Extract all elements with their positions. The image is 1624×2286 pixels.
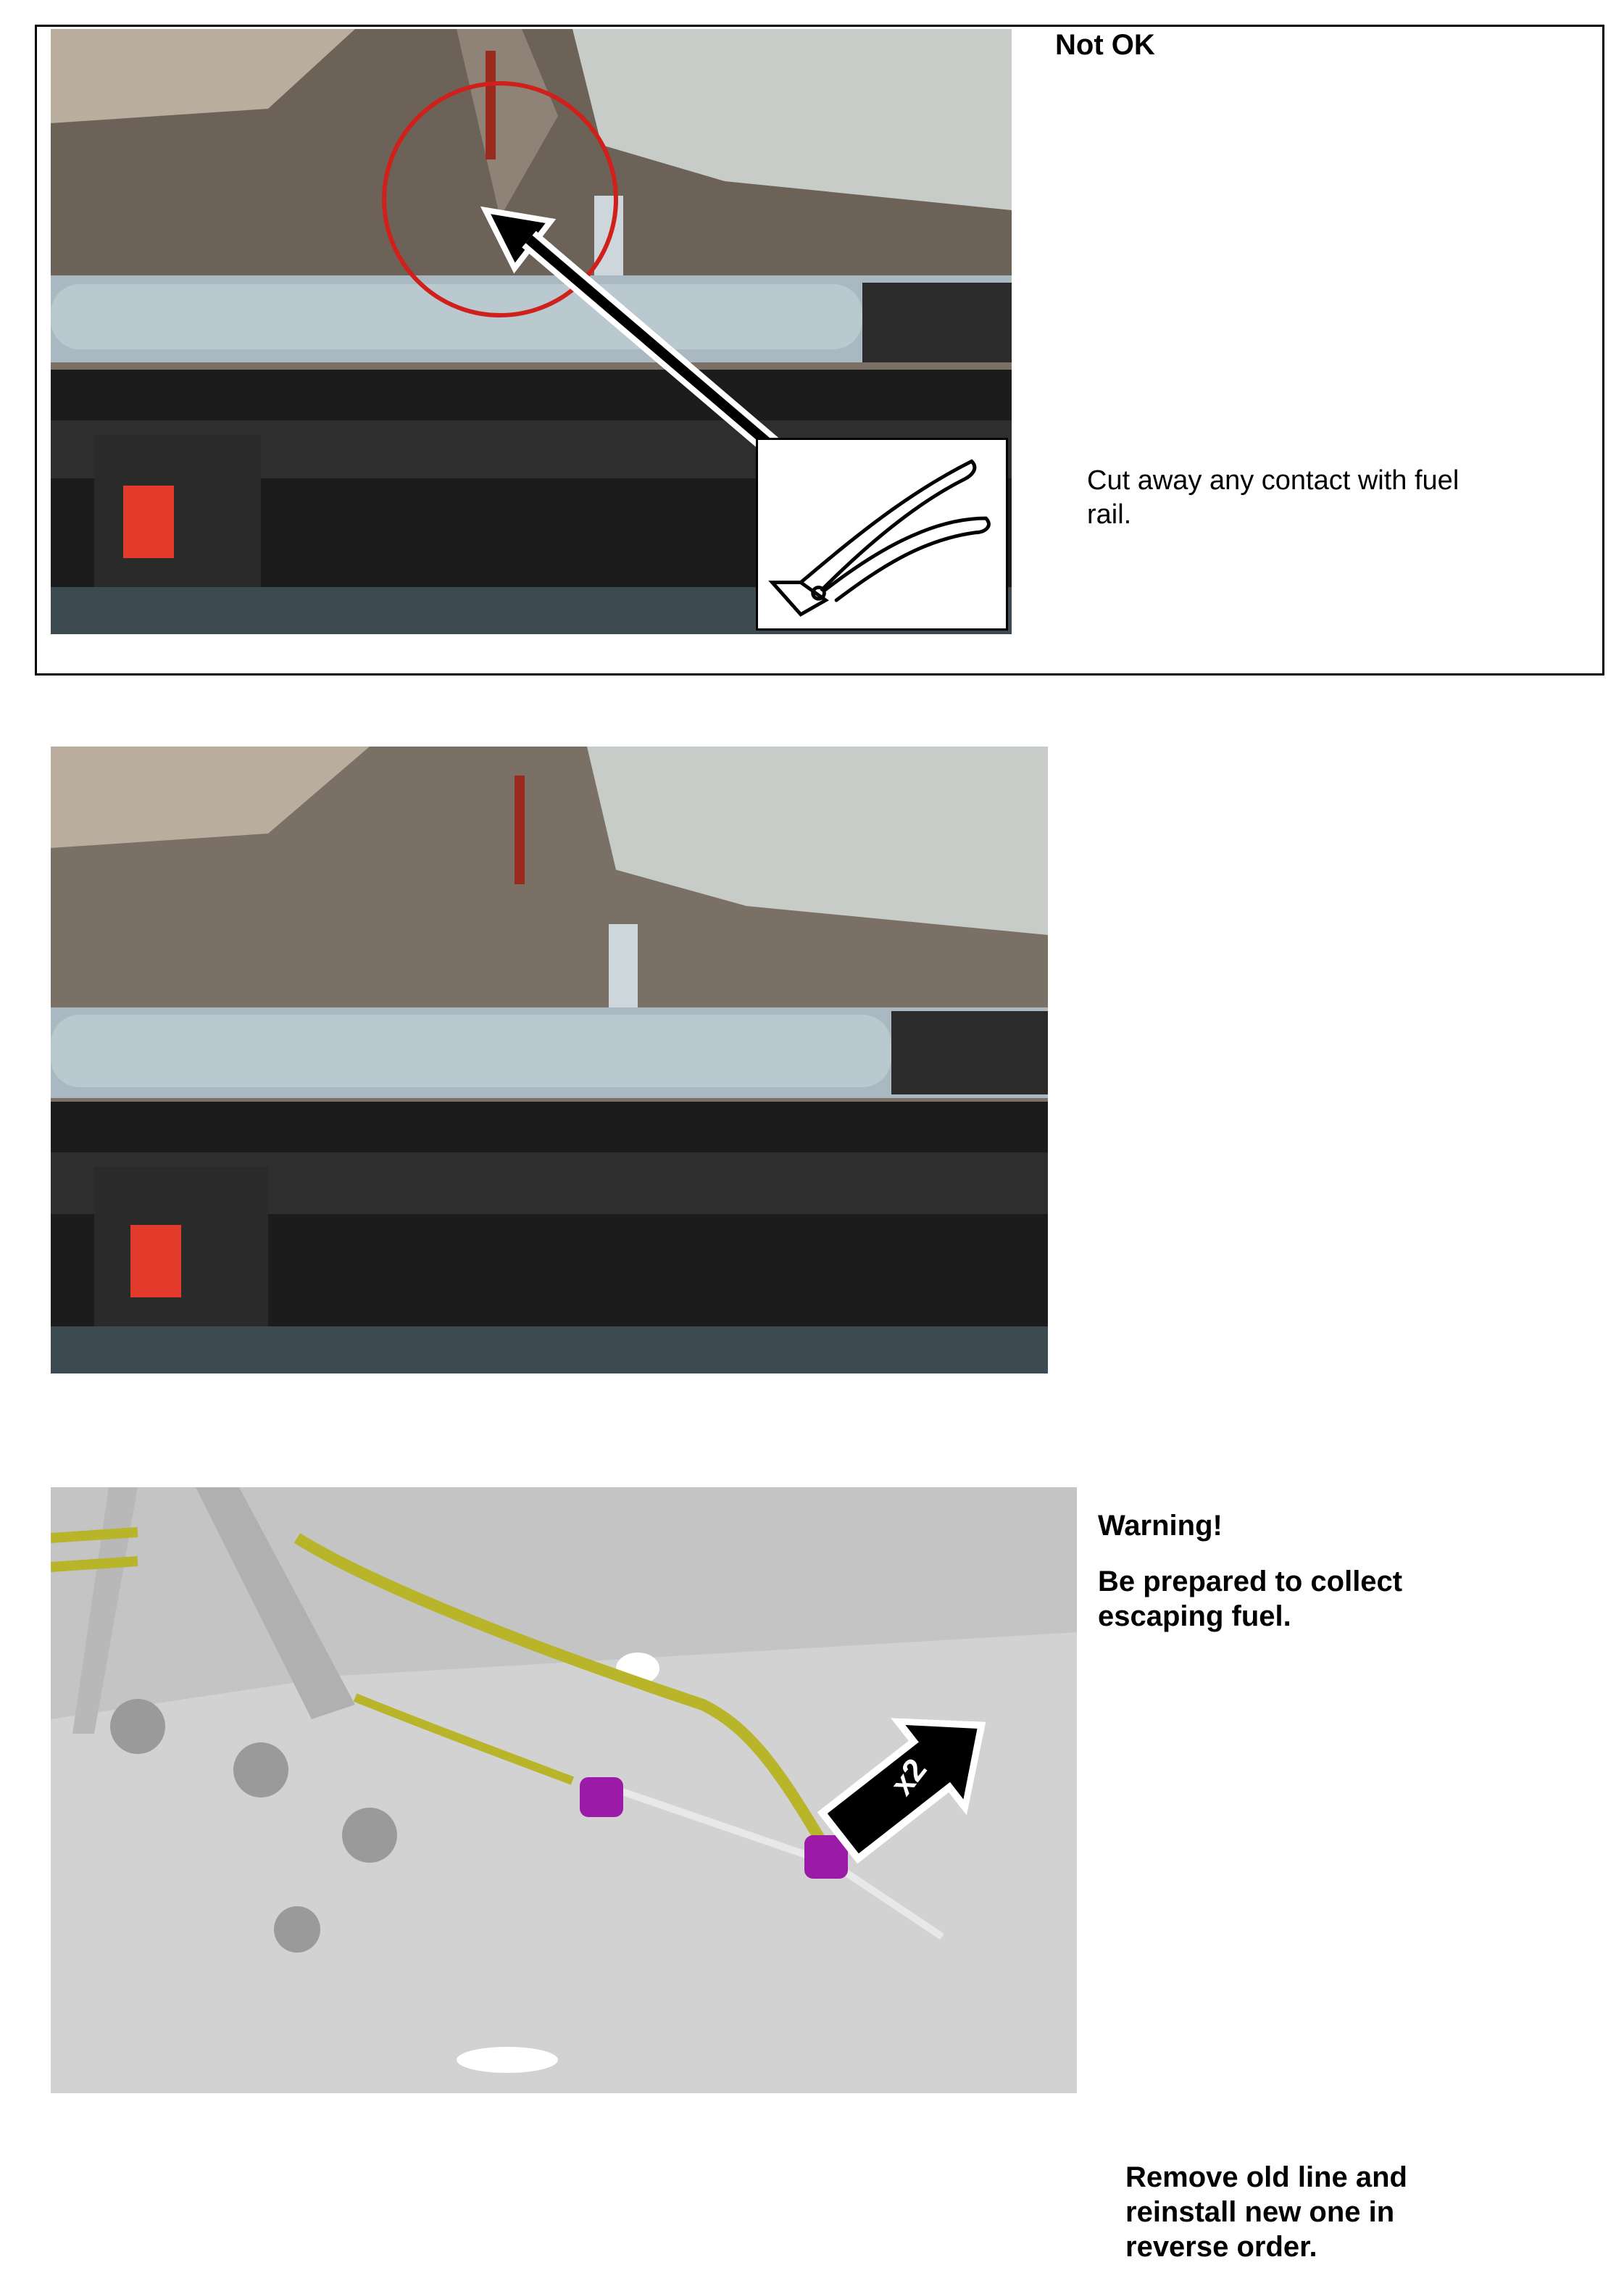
reinstall-instruction: Remove old line and reinstall new one in reverse order. — [1125, 2161, 1407, 2263]
status-label: Not OK — [1055, 29, 1155, 61]
warning-text: Be prepared to collect escaping fuel. — [1098, 1566, 1403, 1632]
cut-instruction: Cut away any contact with fuel rail. — [1087, 465, 1459, 530]
cutting-pliers-icon — [756, 438, 1008, 631]
warning-title: Warning! — [1098, 1510, 1223, 1542]
fuel-rail-photo-ok — [51, 747, 1048, 1373]
fuel-line-render — [51, 1487, 1077, 2093]
multiplier-label: x2 — [883, 1752, 934, 1803]
